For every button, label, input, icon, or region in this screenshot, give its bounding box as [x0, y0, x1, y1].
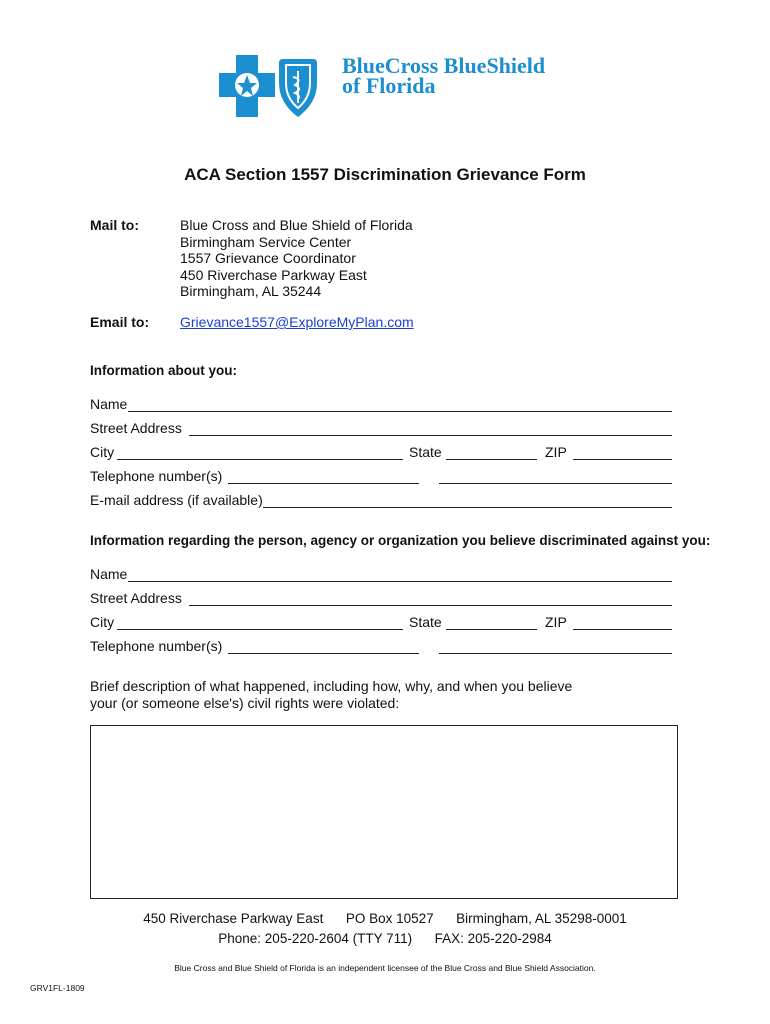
respondent-name-field[interactable] [128, 581, 672, 582]
telephone-field-2[interactable] [439, 483, 672, 484]
description-prompt-line-1: Brief description of what happened, including how, why, and when you believe [90, 678, 573, 694]
respondent-state-field[interactable] [446, 629, 537, 630]
mail-address-line: Birmingham, AL 35244 [180, 283, 322, 299]
respondent-telephone-label: Telephone number(s) [90, 638, 223, 654]
section-heading-them: Information regarding the person, agency or organization you believe discriminated against you: [90, 533, 711, 548]
telephone-field-1[interactable] [228, 483, 419, 484]
street-address-field[interactable] [189, 435, 672, 436]
email-address-field[interactable] [263, 507, 672, 508]
name-field[interactable] [128, 411, 672, 412]
respondent-telephone-field-2[interactable] [439, 653, 672, 654]
page-title: ACA Section 1557 Discrimination Grievance Form [184, 165, 586, 184]
respondent-state-label: State [409, 614, 442, 630]
email-address-label: E-mail address (if available) [90, 492, 263, 508]
mail-address-line: 450 Riverchase Parkway East [180, 266, 367, 283]
respondent-street-label: Street Address [90, 590, 182, 606]
description-textarea[interactable] [90, 725, 678, 899]
state-label: State [409, 444, 442, 460]
respondent-name-label: Name [90, 566, 128, 582]
respondent-telephone-field-1[interactable] [228, 653, 419, 654]
respondent-zip-label: ZIP [545, 614, 567, 630]
mail-address [180, 217, 413, 300]
mail-to-label: Mail to: [90, 217, 139, 233]
street-address-label: Street Address [90, 420, 182, 436]
respondent-street-field[interactable] [189, 605, 672, 606]
logo [219, 55, 339, 117]
brand-name [342, 53, 546, 98]
respondent-zip-field[interactable] [573, 629, 672, 630]
form-code: GRV1FL-1809 [30, 983, 85, 993]
description-prompt-line-2: your (or someone else's) civil rights were violated: [90, 695, 400, 711]
city-field[interactable] [117, 459, 403, 460]
brand-line-1: BlueCross BlueShield [342, 53, 546, 78]
name-label: Name [90, 396, 128, 412]
blue-cross-blue-shield-logo-icon [219, 55, 339, 119]
section-heading-you: Information about you: [90, 363, 237, 378]
city-label: City [90, 444, 115, 460]
footer-contact: Phone: 205-220-2604 (TTY 711) FAX: 205-220-2984 [218, 931, 552, 946]
respondent-city-field[interactable] [117, 629, 403, 630]
mail-address-line: 1557 Grievance Coordinator [180, 250, 356, 266]
mail-address-line: Blue Cross and Blue Shield of Florida [180, 217, 413, 233]
telephone-label: Telephone number(s) [90, 468, 223, 484]
zip-field[interactable] [573, 459, 672, 460]
zip-label: ZIP [545, 444, 567, 460]
brand-line-2: of Florida [342, 73, 436, 98]
state-field[interactable] [446, 459, 537, 460]
mail-address-line: Birmingham Service Center [180, 233, 352, 250]
email-link[interactable]: Grievance1557@ExploreMyPlan.com [180, 314, 414, 330]
footer-disclaimer: Blue Cross and Blue Shield of Florida is an independent licensee of the Blue Cross and Blue Shield Association. [174, 963, 596, 973]
footer-address: 450 Riverchase Parkway East PO Box 10527 Birmingham, AL 35298-0001 [143, 911, 627, 926]
respondent-city-label: City [90, 614, 115, 630]
email-to-label: Email to: [90, 314, 150, 330]
